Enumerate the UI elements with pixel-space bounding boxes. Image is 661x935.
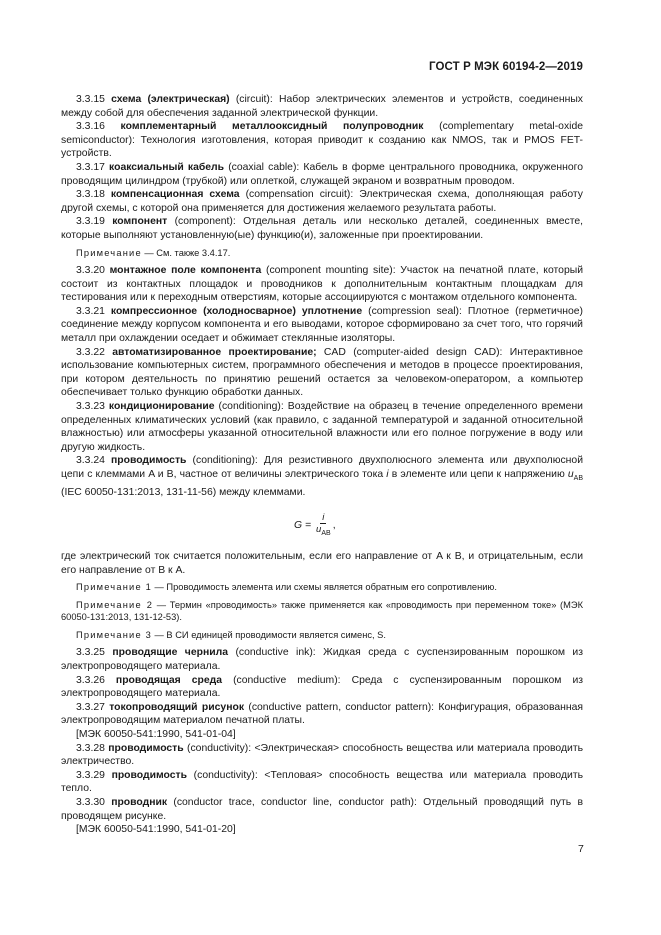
term: коаксиальный кабель [109,161,225,173]
page-number: 7 [578,843,584,855]
term: проводимость [108,742,184,754]
entry-3-3-21: 3.3.21 компрессионное (холодносварное) уплотнение (compression seal): Плотное (герметичное) соединение между корпусом компонента и его выводами, которое сформировано за счет того, что горячий металл при охлаждении оседает и обжимает стеклянные изоляторы. [61,305,583,344]
entry-3-3-27: 3.3.27 токопроводящий рисунок (conductive pattern, conductor pattern): Конфигурация, образованная электропроводящим материалом печатной платы. [61,701,584,727]
entry-3-3-29: 3.3.29 проводимость (conductivity): <Тепловая> способность вещества или материала проводить тепло. [61,769,584,795]
entry-3-3-19: 3.3.19 компонент (component): Отдельная деталь или несколько деталей, соединенных вместе, которые выполняют установленную(ые) функцию(и), заложенные при проектировании. [61,216,584,241]
formula-explanation: где электрический ток считается положительным, если его направление от A к B, и отрицательным, если его направление от B к A. [61,551,583,576]
entry-3-3-28: 3.3.28 проводимость (conductivity): <Электрическая> способность вещества или материала проводить электричество. [61,742,584,768]
conductance-formula: G = $\frac{i}{u_{AB}}$ , [294,512,336,538]
term: компенсационная схема [110,189,240,201]
term: кондиционирование [108,400,215,412]
reference-3-3-27: [МЭК 60050-541:1990, 541-01-04] [76,728,236,740]
note-3-3-19: Примечание — См. также 3.4.17. [76,247,231,258]
term: токопроводящий рисунок [109,701,245,713]
entry-3-3-24: 3.3.24 проводимость (conditioning): Для резистивного двухполюсного элемента или двухполюсной цепи с клеммами A и B, частное от величины электрического тока i в элементе или цепи к напряжению $u_{AB}$ (IEC 60050-131:2013, 131-11-56) между клеммами. [61,455,584,498]
entry-3-3-23: 3.3.23 кондиционирование (conditioning): Воздействие на образец в течение определенного времени определенных климатических условий (как правило, с заданной температурой и заданной относительной влажностью) или атмосферы указанной относительной влажности или его полное погружение в воду или другую жидкость. [61,400,583,453]
entry-3-3-26: 3.3.26 проводящая среда (conductive medium): Среда с суспензированным порошком из электропроводящего материала. [61,674,584,700]
term: монтажное поле компонента [109,265,262,277]
document-header: ГОСТ Р МЭК 60194-2—2019 [429,61,583,73]
term: проводимость [111,769,187,781]
entry-3-3-22: 3.3.22 автоматизированное проектирование; CAD (computer-aided design CAD): Интерактивное использование компьютерных систем, программного обеспечения и методов в процессе проектирования, при котором деятельность по принятию решений остается за человеком-оператором, а компьютер обеспечивает только функцию обработки данных. [61,346,583,399]
term: компрессионное (холодносварное) уплотнение [110,305,363,317]
reference-3-3-30: [МЭК 60050-541:1990, 541-01-20] [76,824,236,836]
term: проводящие чернила [112,647,229,659]
entry-3-3-17: 3.3.17 коаксиальный кабель (coaxial cable): Кабель в форме центрального проводника, окруженного проводящим цилиндром (трубкой) или оплеткой, служащей экраном и возвратным проводом. [61,161,584,187]
term: комплементарный металлооксидный полупроводник [120,121,424,133]
term: схема (электрическая) [111,94,230,105]
document-body [61,93,583,837]
note-2-3-3-24: Примечание 2 — Термин «проводимость» также применяется как «проводимость при переменном токе» (МЭК 60050-131:2013, 131-12-53). [61,599,583,623]
term: проводник [111,796,168,808]
note-3-3-3-24: Примечание 3 — В СИ единицей проводимости является сименс, S. [76,629,386,640]
entry-3-3-20: 3.3.20 монтажное поле компонента (component mounting site): Участок на печатной плате, который состоит из контактных площадок и проводников к дополнительным контактным площадкам для тестирования или к переходным отверстиям, которые ассоциируются с монтажом отдельного компонента. [61,265,583,304]
entry-3-3-18: 3.3.18 компенсационная схема (compensation circuit): Электрическая схема, дополняющая работу другой схемы, с которой она применяется для достижения желаемого результата работы. [61,189,583,214]
note-1-3-3-24: Примечание 1 — Проводимость элемента или схемы является обратным его сопротивлению. [76,582,497,593]
term: проводящая среда [115,674,223,686]
entry-3-3-16: 3.3.16 комплементарный металлооксидный полупроводник (complementary metal-oxide semiconductor): Технология изготовления, которая приводит к созданию как NMOS, так и PMOS FET-устройств. [61,121,584,160]
entry-3-3-30: 3.3.30 проводник (conductor trace, conductor line, conductor path): Отдельный проводящий путь в проводящем рисунке. [61,796,583,822]
entry-3-3-15: 3.3.15 схема (электрическая) (circuit): Набор электрических элементов и устройств, соединенных между собой для обеспечения заданной электрической функции. [61,94,583,119]
term: проводимость [111,455,187,467]
term: автоматизированное проектирование; [112,346,317,358]
term: компонент [112,216,168,228]
formula-fraction: $\frac{i}{u_{AB}}$ [316,512,331,538]
formula-lhs: G = [294,520,312,532]
entry-3-3-25: 3.3.25 проводящие чернила (conductive ink): Жидкая среда с суспензированным порошком из электропроводящего материала. [61,647,583,672]
